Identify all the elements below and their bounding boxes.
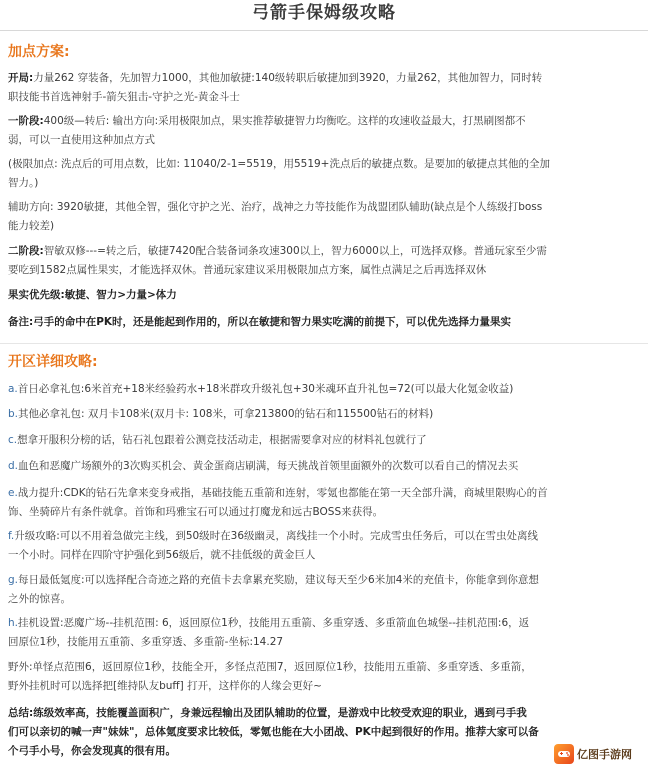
- fruit-priority: 果实优先级:敏捷、智力>力量>体力: [8, 289, 177, 301]
- stage2-text-2: 要吃到1582点属性果实，才能选择双休。普通玩家建议采用极限加点方案，属性点满足之后再选择双休: [8, 264, 487, 276]
- watermark-text: 亿图手游网: [577, 748, 632, 761]
- guide-item-c: [8, 431, 636, 450]
- guide-item-g: [8, 571, 636, 609]
- guide-h-text-2: 回原位1秒，技能用五重箭、多重穿透、多重箭-坐标:14.27: [8, 636, 284, 648]
- assist-text-1: 辅助方向: 3920敏捷，其他全智，强化守护之光、治疗，战神之力等技能作为战盟团队辅助(缺点是个人练级打boss: [8, 201, 543, 213]
- guide-item-h: [8, 614, 636, 652]
- page-title: 弓箭手保姆级攻略: [252, 3, 396, 23]
- paragraph-stage1: [8, 112, 636, 150]
- summary-text-3: 个弓手小号，你会发现真的很有用。: [8, 745, 176, 757]
- stage1-text-1: 400级—转后: 输出方向:采用极限加点，果实推荐敏捷智力均衡吃。这样的攻速收益最大，打黑刷图都不: [43, 115, 526, 127]
- limit-text-2: 智力。): [8, 177, 39, 189]
- gamepad-icon: [554, 744, 574, 764]
- guide-f-text-2: 一个小时。同样在四阶守护强化到56级后，就不挂低级的黄金巨人: [8, 549, 316, 561]
- guide-g-text-1: 每日最低氪度:可以选择配合奇迹之路的充值卡去拿累充奖励，建议每天至少6米加4米的充值卡，你能拿到你意想: [18, 574, 539, 586]
- section-heading-server-guide: 开区详细攻略:: [8, 354, 98, 370]
- guide-item-a: [8, 380, 636, 399]
- guide-item-d: [8, 457, 636, 476]
- guide-b-text: 其他必拿礼包: 双月卡108米(双月卡: 108米，可拿213800的钻石和115500钻石的材料): [18, 408, 434, 420]
- paragraph-stage2: [8, 242, 636, 280]
- guide-letter-f: f.: [8, 530, 15, 542]
- guide-item-e: [8, 484, 636, 522]
- guide-e-text-1: 战力提升:CDK的钻石先拿来变身戒指，基础技能五重箭和连射，零氪也都能在第一天全部升满，商城里限购心的首: [17, 487, 548, 499]
- guide-f-text-1: 升级攻略:可以不用着急做完主线，到50级时在36级幽灵，离线挂一个小时。完成雪虫任务后，可以在雪虫处离线: [14, 530, 539, 542]
- guide-letter-b: b.: [8, 408, 19, 420]
- guide-h-text-1: 挂机设置:恶魔广场--挂机范围: 6，返回原位1秒，技能用五重箭、多重穿透、多重箭血色城堡--挂机范围:6，返: [18, 617, 530, 629]
- summary-text-2: 们可以亲切的喊一声"妹妹"，总体氪度要求比较低，零氪也能在大小团战、PK中起到很好的作用。推荐大家可以备: [8, 726, 539, 738]
- stage2-text-1: 智敏双修---=转之后，敏捷7420配合装备词条攻速300以上，智力6000以上，可选择双修。普通玩家至少需: [43, 245, 547, 257]
- limit-text-1: (极限加点: 洗点后的可用点数，比如: 11040/2-1=5519，用5519+洗点后的敏捷点数。是要加的敏捷点其他的全加: [8, 158, 550, 170]
- watermark-logo: [554, 743, 642, 765]
- opening-label: 开局:: [8, 72, 34, 84]
- stage1-text-2: 弱，可以一直使用这种加点方式: [8, 134, 155, 146]
- guide-g-text-2: 之外的惊喜。: [8, 593, 71, 605]
- guide-item-b: [8, 405, 636, 424]
- opening-text-2: 职技能书首选神射手-箭矢狙击-守护之光-黄金斗士: [8, 91, 240, 103]
- wild-text-2: 野外挂机时可以选择把[维持队友buff] 打开，这样你的人缘会更好~: [8, 680, 322, 692]
- note: 备注:弓手的命中在PK时，还是能起到作用的，所以在敏捷和智力果实吃满的前提下，可以优先选择力量果实: [8, 316, 512, 328]
- paragraph-summary: [8, 704, 636, 761]
- guide-d-text: 血色和恶魔广场额外的3次购买机会、黄金蛋商店刷满，每天挑战首领里面额外的次数可以看自己的情况去买: [18, 460, 519, 472]
- guide-c-text: 想拿开服积分榜的话，钻石礼包跟着公测竞技活动走，根据需要拿对应的材料礼包就行了: [17, 434, 427, 446]
- guide-letter-c: c.: [8, 434, 18, 446]
- guide-a-text: 首日必拿礼包:6米首充+18米经验药水+18米群攻升级礼包+30米魂环直升礼包=72(可以最大化氪金收益): [17, 383, 514, 395]
- guide-letter-g: g.: [8, 574, 19, 586]
- paragraph-limit-points: [8, 155, 636, 193]
- wild-text-1: 野外:单怪点范围6，返回原位1秒，技能全开，多怪点范围7，返回原位1秒，技能用五重箭、多重穿透、多重箭，: [8, 661, 532, 673]
- stage2-label: 二阶段:: [8, 245, 44, 257]
- summary-text-1: 总结:练级效率高，技能覆盖面积广，身兼远程输出及团队辅助的位置，是游戏中比较受欢迎的职业，遇到弓手我: [8, 707, 527, 719]
- guide-letter-d: d.: [8, 460, 19, 472]
- section-heading-add-points: 加点方案:: [8, 44, 70, 60]
- guide-letter-h: h.: [8, 617, 18, 629]
- stage1-label: 一阶段:: [8, 115, 44, 127]
- paragraph-assist: [8, 198, 636, 236]
- paragraph-wild: [8, 658, 636, 696]
- assist-text-2: 能力较差): [8, 220, 55, 232]
- guide-item-f: [8, 527, 636, 565]
- guide-letter-e: e.: [8, 487, 18, 499]
- title-divider: [0, 30, 648, 31]
- section-divider: [0, 343, 648, 344]
- guide-e-text-2: 饰、坐骑碎片有条件就拿。首饰和玛雅宝石可以通过打魔龙和远古BOSS来获得。: [8, 506, 384, 518]
- guide-letter-a: a.: [8, 383, 18, 395]
- paragraph-opening: [8, 69, 636, 107]
- opening-text-1: 力量262 穿装备，先加智力1000，其他加敏捷:140级转职后敏捷加到3920，力量262，其他加智力，同时转: [33, 72, 543, 84]
